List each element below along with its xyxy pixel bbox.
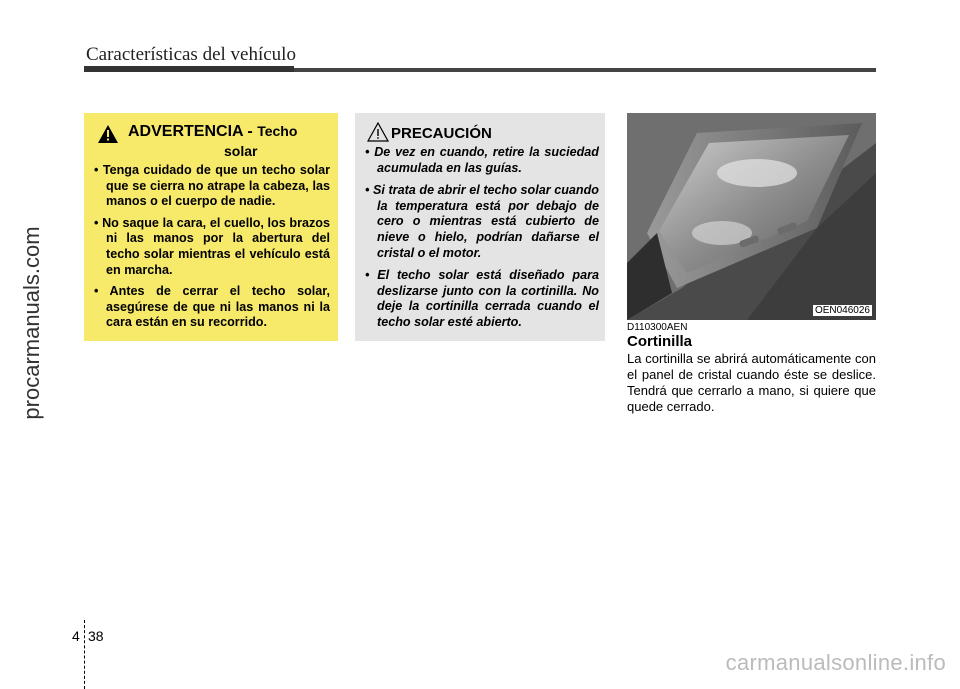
footer-divider xyxy=(84,620,85,689)
caution-item: • De vez en cuando, retire la suciedad acumulada en las guías. xyxy=(365,145,599,175)
section-code: D110300AEN xyxy=(627,322,688,333)
page-header-title: Características del vehículo xyxy=(86,44,296,65)
warning-title: ADVERTENCIA - Techo xyxy=(128,123,298,140)
caution-item: • Si trata de abrir el techo solar cuando la temperatura está por debajo de cero o mientras está cubierto de nieve o hielo, podrían dañarse el cristal o el motor. xyxy=(365,183,599,260)
warning-item: • No saque la cara, el cuello, los brazos ni las manos por la abertura del techo solar mientras el vehículo está en marcha. xyxy=(94,215,330,277)
warning-list xyxy=(94,163,330,337)
warning-item: • Tenga cuidado de que un techo solar que se cierra no atrape la cabeza, las manos o el cuerpo de nadie. xyxy=(94,163,330,209)
warning-box xyxy=(84,113,338,341)
caution-triangle-icon xyxy=(367,122,389,142)
figure-code: OEN046026 xyxy=(814,305,870,316)
sunroof-illustration xyxy=(627,113,876,320)
chapter-number: 4 xyxy=(72,628,80,644)
bottom-watermark: carmanualsonline.info xyxy=(725,650,946,675)
caution-box xyxy=(355,113,605,341)
sunroof-photo xyxy=(627,113,876,320)
warning-item: • Antes de cerrar el techo solar, asegúrese de que ni las manos ni la cara están en su recorrido. xyxy=(94,284,330,330)
caution-list xyxy=(365,145,599,338)
section-body: La cortinilla se abrirá automáticamente con el panel de cristal cuando éste se deslice. Tendrá que cerrarlo a mano, si quiere que quede cerrado. xyxy=(627,351,876,414)
section-title: Cortinilla xyxy=(627,333,693,350)
caution-item: • El techo solar está diseñado para deslizarse junto con la cortinilla. No deje la cortinilla cerrada cuando el techo solar esté abierto. xyxy=(365,268,599,329)
header-rule-accent xyxy=(84,66,294,72)
page-number: 38 xyxy=(88,628,104,644)
warning-subtitle-line2: solar xyxy=(224,143,258,159)
side-watermark: procarmanuals.com xyxy=(19,226,44,420)
warning-triangle-icon xyxy=(98,125,118,143)
warning-subtitle: Techo xyxy=(257,123,298,139)
caution-title: PRECAUCIÓN xyxy=(391,125,492,142)
